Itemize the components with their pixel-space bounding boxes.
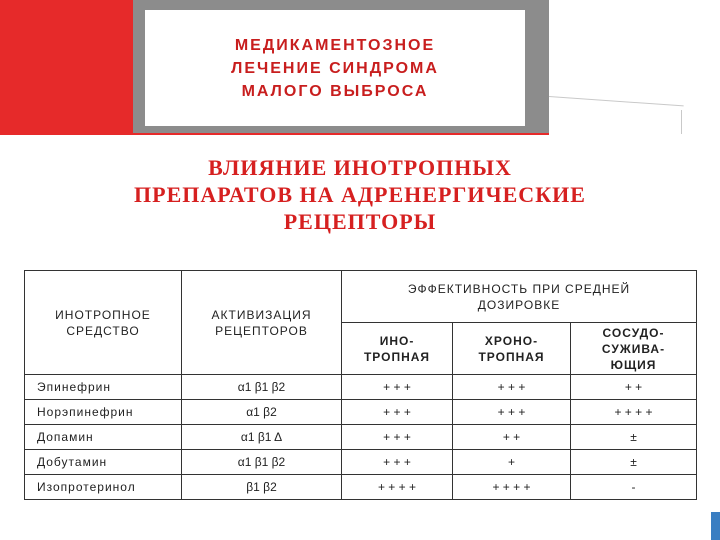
agent-name: Изопротеринол	[25, 475, 182, 500]
table-row	[25, 400, 697, 425]
decor-line	[681, 110, 682, 134]
agent-name: Добутамин	[25, 450, 182, 475]
table-row	[25, 450, 697, 475]
header-agent: ИНОТРОПНОЕ СРЕДСТВО	[25, 271, 182, 375]
corner-accent	[711, 512, 720, 540]
decor-line	[549, 96, 684, 106]
inotropic-cell: + + +	[342, 450, 453, 475]
receptor-table	[24, 270, 697, 500]
receptor-cell: α1 β1 β2	[182, 450, 342, 475]
header-efficacy-group: ЭФФЕКТИВНОСТЬ ПРИ СРЕДНЕЙ ДОЗИРОВКЕ	[342, 271, 697, 323]
title-banner-panel	[145, 10, 525, 126]
inotropic-cell: + + + +	[342, 475, 453, 500]
agent-name: Норэпинефрин	[25, 400, 182, 425]
receptor-cell: α1 β2	[182, 400, 342, 425]
receptor-cell: α1 β1 β2	[182, 375, 342, 400]
receptor-cell: α1 β1 Δ	[182, 425, 342, 450]
banner-title: МЕДИКАМЕНТОЗНОЕ ЛЕЧЕНИЕ СИНДРОМА МАЛОГО ВЫБРОСА	[231, 36, 439, 100]
right-decor-panel	[549, 0, 720, 135]
vasoconstrictive-cell: ±	[571, 425, 697, 450]
header-chronotropic: ХРОНО- ТРОПНАЯ	[453, 323, 571, 375]
inotropic-cell: + + +	[342, 400, 453, 425]
agent-name: Допамин	[25, 425, 182, 450]
table-row	[25, 475, 697, 500]
chronotropic-cell: + + + +	[453, 475, 571, 500]
chronotropic-cell: + + +	[453, 375, 571, 400]
chronotropic-cell: +	[453, 450, 571, 475]
header-inotropic: ИНО- ТРОПНАЯ	[342, 323, 453, 375]
table-row	[25, 375, 697, 400]
chronotropic-cell: + +	[453, 425, 571, 450]
vasoconstrictive-cell: + +	[571, 375, 697, 400]
vasoconstrictive-cell: -	[571, 475, 697, 500]
inotropic-cell: + + +	[342, 425, 453, 450]
title-banner	[133, 0, 549, 133]
vasoconstrictive-cell: ±	[571, 450, 697, 475]
chronotropic-cell: + + +	[453, 400, 571, 425]
header-vasoconstrictive: СОСУДО- СУЖИВА- ЮЩИЯ	[571, 323, 697, 375]
inotropic-cell: + + +	[342, 375, 453, 400]
agent-name: Эпинефрин	[25, 375, 182, 400]
header-receptors: АКТИВИЗАЦИЯ РЕЦЕПТОРОВ	[182, 271, 342, 375]
vasoconstrictive-cell: + + + +	[571, 400, 697, 425]
table-row	[25, 425, 697, 450]
slide-subtitle: ВЛИЯНИЕ ИНОТРОПНЫХ ПРЕПАРАТОВ НА АДРЕНЕРГИЧЕСКИЕ РЕЦЕПТОРЫ	[134, 155, 586, 234]
receptor-cell: β1 β2	[182, 475, 342, 500]
